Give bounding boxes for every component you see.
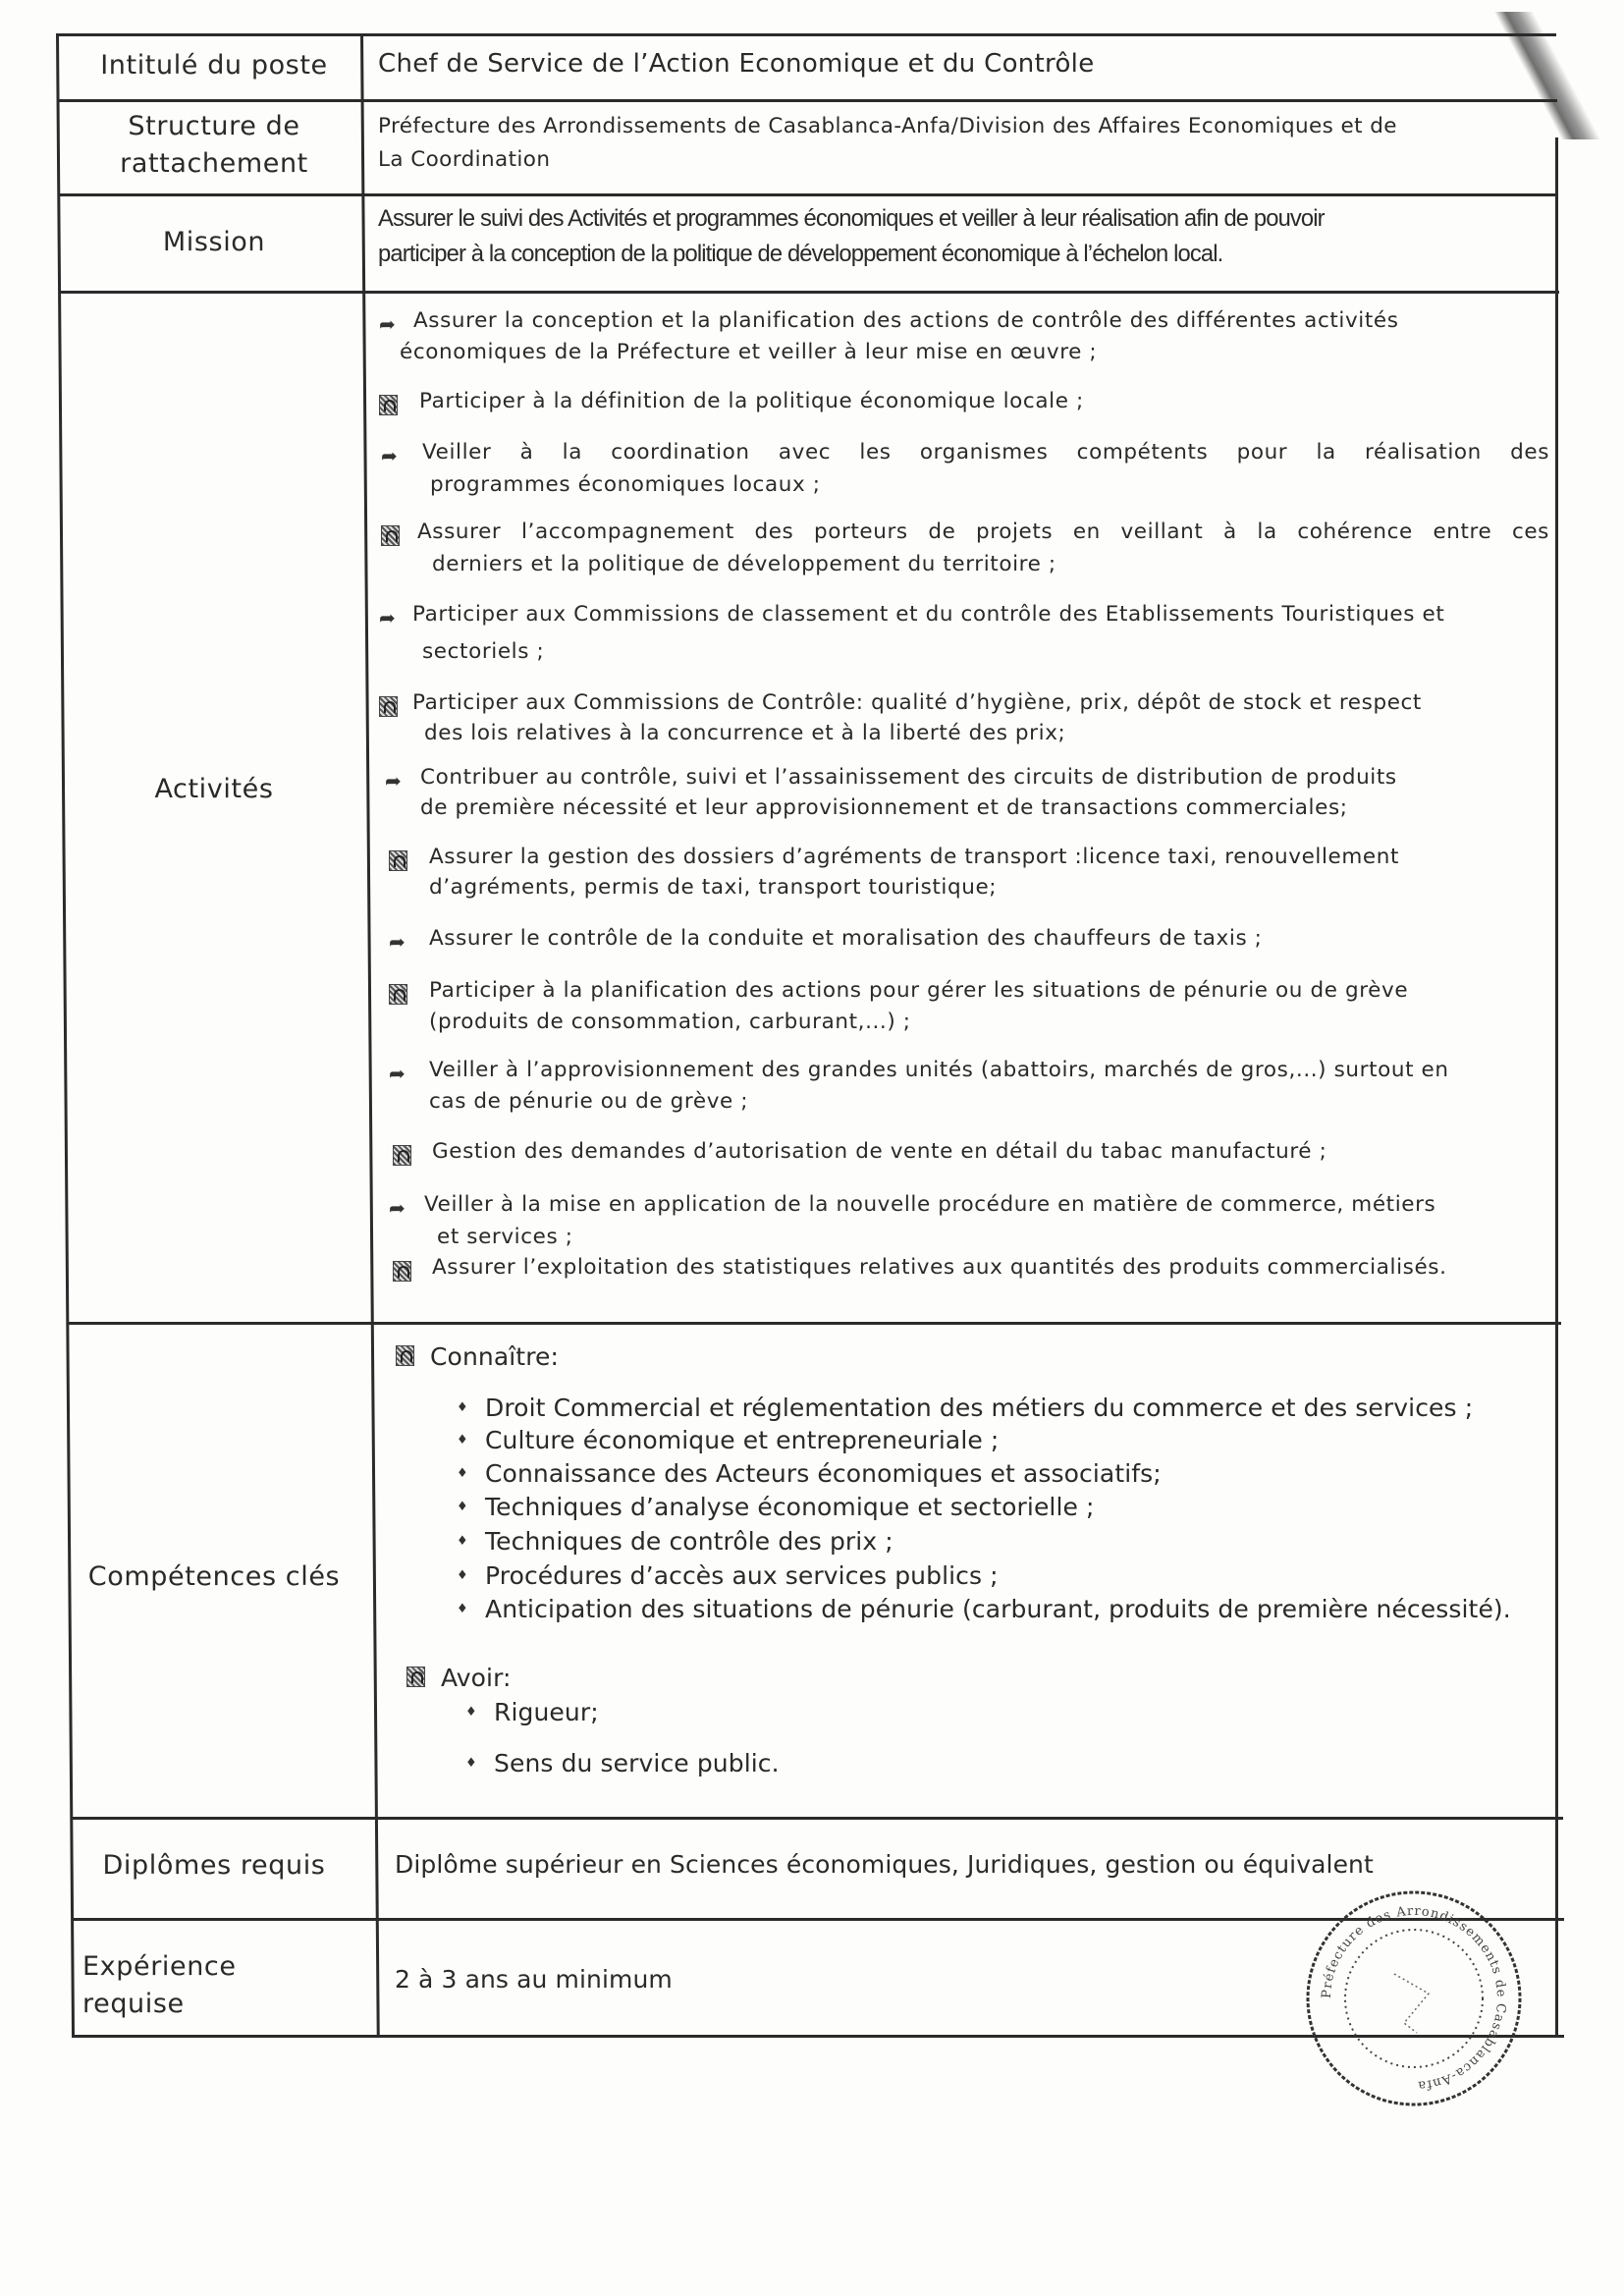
connaitre-item: Droit Commercial et réglementation des métiers du commerce et des services ; <box>485 1394 1474 1422</box>
label-diplomes: Diplômes requis <box>102 1850 326 1881</box>
value-structure-line2: La Coordination <box>378 147 551 172</box>
activity-item-line1: Gestion des demandes d’autorisation de vente en détail du tabac manufacturé ; <box>432 1139 1327 1164</box>
activity-item-line1: Participer aux Commissions de classement et du contrôle des Etablissements Touristiques et <box>412 602 1445 627</box>
official-stamp <box>1301 1886 1527 2111</box>
activity-item-line1: Assurer l’exploitation des statistiques relatives aux quantités des produits commercialisés. <box>432 1255 1447 1280</box>
connaitre-heading: Connaître: <box>430 1342 560 1371</box>
bullet-diamond-icon: ♦ <box>457 1466 468 1481</box>
stamp-text: Préfecture des Arrondissements de Casablanca-Anfa <box>1319 1903 1509 2094</box>
activity-item-line1: Veiller à la coordination avec les organismes compétents pour la réalisation des <box>422 440 1549 465</box>
checkbox-glyph-icon <box>393 1145 411 1166</box>
label-competences: Compétences clés <box>87 1561 341 1592</box>
bullet-diamond-icon: ♦ <box>465 1705 477 1720</box>
activity-item-line2: économiques de la Préfecture et veiller à leur mise en œuvre ; <box>400 340 1098 364</box>
label-activites: Activités <box>154 774 274 804</box>
checkbox-glyph-icon <box>381 525 400 546</box>
value-diplomes: Diplôme supérieur en Sciences économiques, Juridiques, gestion ou équivalent <box>395 1850 1374 1879</box>
activity-item-line2: d’agréments, permis de taxi, transport touristique; <box>429 875 998 900</box>
activity-item-line1: Participer à la planification des actions pour gérer les situations de pénurie ou de grève <box>429 978 1409 1003</box>
activity-item-line1: Assurer l’accompagnement des porteurs de projets en veillant à la cohérence entre ces <box>417 519 1549 544</box>
activity-item-line2: des lois relatives à la concurrence et à la liberté des prix; <box>424 721 1066 745</box>
bullet-diamond-icon: ♦ <box>465 1756 477 1771</box>
activity-item-line1: Participer aux Commissions de Contrôle: qualité d’hygiène, prix, dépôt de stock et respect <box>412 690 1422 715</box>
activity-item-line2: (produits de consommation, carburant,...) ; <box>429 1010 911 1034</box>
label-experience-line2: requise <box>82 1989 185 2019</box>
checkbox-glyph-icon <box>379 395 398 415</box>
curved-arrow-icon: ➦ <box>381 444 398 467</box>
label-structure-line1: Structure de <box>128 111 300 141</box>
activity-item-line1: Assurer la conception et la planification des actions de contrôle des différentes activités <box>413 308 1399 333</box>
bullet-diamond-icon: ♦ <box>457 1400 468 1415</box>
avoir-item: Sens du service public. <box>494 1749 780 1777</box>
connaitre-item: Culture économique et entrepreneuriale ; <box>485 1426 1000 1454</box>
avoir-item: Rigueur; <box>494 1698 599 1726</box>
bullet-diamond-icon: ♦ <box>457 1602 468 1616</box>
activity-item-line2: et services ; <box>437 1225 573 1249</box>
label-structure-line2: rattachement <box>120 148 308 179</box>
activity-item-line2: derniers et la politique de développement du territoire ; <box>432 552 1056 576</box>
table-right-border <box>1555 137 1558 2038</box>
row-divider-activites <box>67 1322 1561 1325</box>
activity-item-line1: Assurer le contrôle de la conduite et moralisation des chauffeurs de taxis ; <box>429 926 1263 951</box>
table-top-border <box>56 33 1556 36</box>
value-mission-line2: participer à la conception de la politique de développement économique à l’échelon local. <box>378 241 1223 267</box>
checkbox-glyph-icon <box>389 850 407 871</box>
checkbox-glyph-icon <box>393 1261 411 1282</box>
connaitre-item: Techniques de contrôle des prix ; <box>485 1527 893 1556</box>
activity-item-line1: Assurer la gestion des dossiers d’agréments de transport :licence taxi, renouvellement <box>429 845 1399 869</box>
activity-item-line1: Veiller à l’approvisionnement des grandes unités (abattoirs, marchés de gros,...) surtout en <box>429 1058 1449 1082</box>
checkbox-glyph-icon <box>379 696 398 717</box>
column-divider <box>360 33 380 2038</box>
row-divider-structure <box>58 193 1558 196</box>
checkbox-glyph-icon <box>396 1345 414 1366</box>
activity-item-line2: sectoriels ; <box>422 639 545 664</box>
activity-item-line2: cas de pénurie ou de grève ; <box>429 1089 749 1114</box>
activity-item-line2: programmes économiques locaux ; <box>430 472 821 497</box>
activity-item-line2: de première nécessité et leur approvisionnement et de transactions commerciales; <box>420 795 1348 820</box>
value-structure-line1: Préfecture des Arrondissements de Casablanca-Anfa/Division des Affaires Economiques et de <box>378 114 1397 138</box>
row-divider-competences <box>71 1817 1563 1820</box>
curved-arrow-icon: ➦ <box>379 606 396 629</box>
value-intitule: Chef de Service de l’Action Economique et du Contrôle <box>378 49 1095 79</box>
curved-arrow-icon: ➦ <box>389 1196 406 1220</box>
activity-item-line1: Veiller à la mise en application de la nouvelle procédure en matière de commerce, métiers <box>424 1192 1436 1217</box>
curved-arrow-icon: ➦ <box>379 312 396 336</box>
row-divider-mission <box>59 291 1559 294</box>
activity-item-line1: Contribuer au contrôle, suivi et l’assainissement des circuits de distribution de produits <box>420 765 1397 790</box>
bullet-diamond-icon: ♦ <box>457 1433 468 1448</box>
value-experience: 2 à 3 ans au minimum <box>395 1965 673 1994</box>
curved-arrow-icon: ➦ <box>389 1062 406 1085</box>
connaitre-item: Connaissance des Acteurs économiques et associatifs; <box>485 1459 1162 1488</box>
svg-text:Préfecture des Arrondissements <box>1320 1904 1508 2093</box>
bullet-diamond-icon: ♦ <box>457 1568 468 1583</box>
folded-corner <box>1493 12 1600 139</box>
avoir-heading: Avoir: <box>441 1664 512 1692</box>
checkbox-glyph-icon <box>389 984 407 1005</box>
connaitre-item: Procédures d’accès aux services publics ; <box>485 1561 999 1590</box>
label-intitule: Intitulé du poste <box>100 50 328 81</box>
label-mission: Mission <box>162 227 266 257</box>
table-left-border <box>56 33 75 2038</box>
curved-arrow-icon: ➦ <box>385 769 402 793</box>
value-mission-line1: Assurer le suivi des Activités et programmes économiques et veiller à leur réalisation afin de pouvoir <box>378 205 1325 232</box>
label-experience-line1: Expérience <box>82 1951 237 1982</box>
bullet-diamond-icon: ♦ <box>457 1534 468 1549</box>
row-divider-intitule <box>57 99 1557 102</box>
curved-arrow-icon: ➦ <box>389 930 406 954</box>
connaitre-item: Anticipation des situations de pénurie (carburant, produits de première nécessité). <box>485 1595 1511 1623</box>
bullet-diamond-icon: ♦ <box>457 1500 468 1514</box>
activity-item-line1: Participer à la définition de la politique économique locale ; <box>419 389 1084 413</box>
connaitre-item: Techniques d’analyse économique et sectorielle ; <box>485 1493 1095 1521</box>
checkbox-glyph-icon <box>406 1667 425 1687</box>
